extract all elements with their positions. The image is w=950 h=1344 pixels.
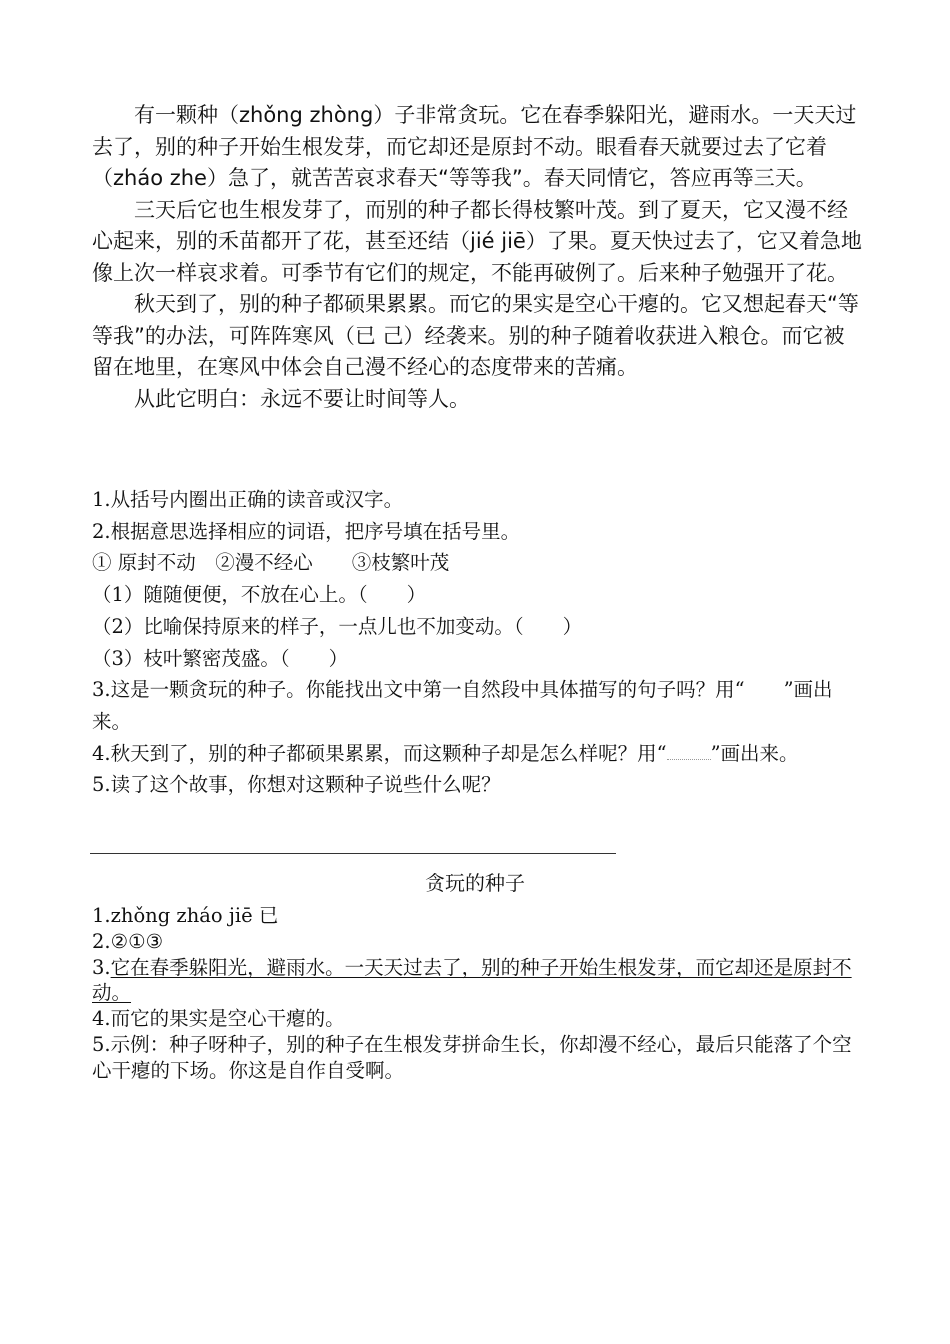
answer-key-title: 贪玩的种子 [425,871,525,895]
question-4 [92,738,867,770]
answer-3 [92,955,862,1007]
passage-paragraph-1: 有一颗种（zhǒng zhòng）子非常贪玩。它在春季躲阳光，避雨水。一天天过去了，别的种子开始生根发芽，而它却还是原封不动。眼看春天就要过去了它着（zháo zhe）急了，就苦苦哀求春天“等等我”。春天同情它，答应再等三天。 [92,103,857,190]
word-options: ① 原封不动 ②漫不经心 ③枝繁叶茂 [92,551,450,575]
section-divider [90,853,616,854]
answer-3-number: 3. [92,955,111,979]
question-5: 5.读了这个故事，你想对这颗种子说些什么呢？ [92,773,501,797]
wavy-line-sample [667,741,711,760]
answer-4: 4.而它的果实是空心干瘪的。 [92,1007,345,1031]
answer-5: 5.示例：种子呀种子，别的种子在生根发芽拼命生长，你却漫不经心，最后只能落了个空心干瘪的下场。你这是自作自受啊。 [92,1032,852,1082]
sub-question-1: （1）随随便便，不放在心上。（ ） [92,583,427,607]
question-1: 1.从括号内圈出正确的读音或汉字。 [92,488,404,511]
question-3: 3.这是一颗贪玩的种子。你能找出文中第一自然段中具体描写的句子吗？用“ ”画出来。 [92,678,833,733]
question-4-text-start: 4.秋天到了，别的种子都硕果累累，而这颗种子却是怎么样呢？用“ [92,741,667,765]
answer-key [92,903,862,1084]
passage-paragraph-2: 三天后它也生根发芽了，而别的种子都长得枝繁叶茂。到了夏天，它又漫不经心起来，别的禾苗都开了花，甚至还结（jié jiē）了果。夏天快过去了，它又着急地像上次一样哀求着。可季节有它们的规定，不能再破例了。后来种子勉强开了花。 [92,197,862,285]
passage-paragraph-4: 从此它明白：永远不要让时间等人。 [134,386,470,411]
sub-question-2: （2）比喻保持原来的样子，一点儿也不加变动。（ ） [92,614,583,638]
answer-1: 1.zhǒng zháo jiē 已 [92,904,279,927]
sub-question-3: （3）枝叶繁密茂盛。（ ） [92,646,349,670]
passage-paragraph-3: 秋天到了，别的种子都硕果累累。而它的果实是空心干瘪的。它又想起春天“等等我”的办法，可阵阵寒风（已 己）经袭来。别的种子随着收获进入粮仓。而它被留在地里，在寒风中体会自己漫不经心的态度带来的苦痛。 [92,292,859,379]
question-4-text-end: ”画出来。 [710,741,799,765]
answer-2: 2.②①③ [92,929,164,953]
question-list [92,484,867,801]
question-2: 2.根据意思选择相应的词语，把序号填在括号里。 [92,519,521,543]
reading-passage [92,100,862,415]
answer-3-underlined-sentence: 它在春季躲阳光，避雨水。一天天过去了，别的种子开始生根发芽，而它却还是原封不动。 [92,955,852,1005]
